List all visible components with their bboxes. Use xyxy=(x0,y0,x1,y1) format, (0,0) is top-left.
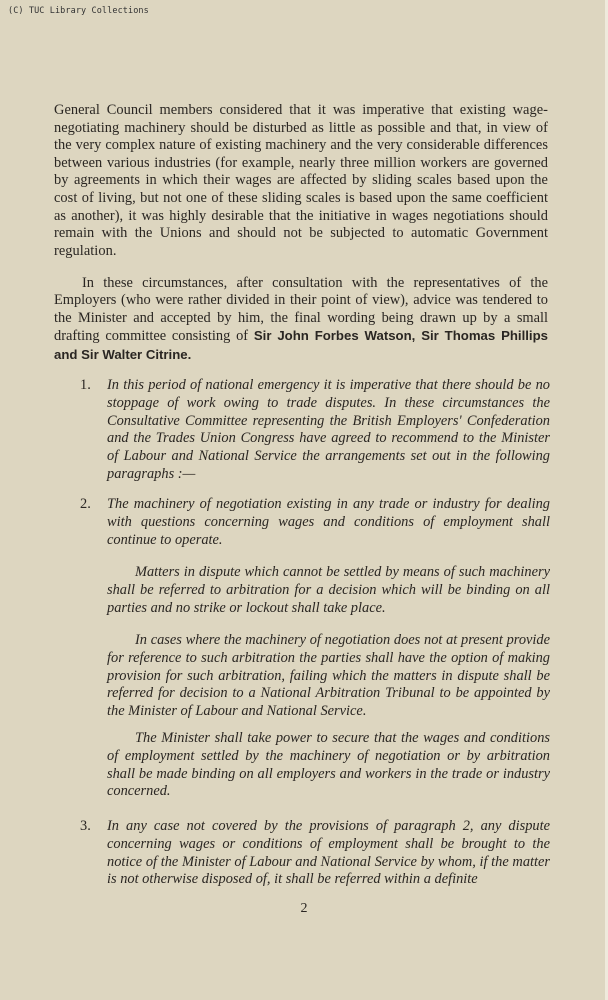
subparagraph-tribunal: In cases where the machinery of negotiation does not at present provide for reference to such arbitration the parties shall have the option of making provision for such arbitration, failing which the matters in dispute shall be referred for decision to a National Arbitration Tribunal to be appointed by the Minister of Labour and National Service. xyxy=(107,632,550,720)
paragraph-body: In this period of national emergency it is imperative that there should be no stoppage of work owing to trade disputes. In these circumstances the Consultative Committee representing the British Employers' Confederation and the Trades Union Congress have agreed to recommend to the Minister of Labour and National Service the arrangements set out in the following paragraphs :— xyxy=(107,377,550,482)
paragraph-circumstances xyxy=(54,275,548,364)
paragraph-circumstances-text: In these circumstances, after consultation with the representatives of the Employers (who were rather divided in their point of view), advice was tendered to the Minister and accepted by him, the final wording being drawn up by a small drafting committee consisting of xyxy=(54,275,548,345)
numbered-paragraph-2 xyxy=(80,496,550,549)
paragraph-body: The machinery of negotiation existing in any trade or industry for dealing with questions concerning wages and conditions of employment shall continue to operate. xyxy=(107,496,550,548)
numbered-paragraph-3 xyxy=(80,818,550,889)
paragraph-number: 2. xyxy=(80,496,91,512)
paragraph-intro: General Council members considered that it was imperative that existing wage-negotiating machinery should be disturbed as little as possible and that, in view of the very complex nature of existing machinery and the very considerable differences between various industries (for example, nearly three million workers are governed by agreements in which their wages are affected by sliding scales based upon the cost of living, but not one of these sliding scales is based upon the same coefficient as another), it was highly desirable that the initiative in wages negotiations should remain with the Unions and should not be subjected to automatic Government regulation. xyxy=(54,102,548,259)
numbered-paragraph-1 xyxy=(80,377,550,484)
paragraph-number: 3. xyxy=(80,818,91,834)
subparagraph-minister-power: The Minister shall take power to secure that the wages and conditions of employment settled by the machinery of negotiation or by arbitration shall be made binding on all employers and workers in the trade or industry concerned. xyxy=(107,730,550,800)
subparagraph-arbitration: Matters in dispute which cannot be settled by means of such machinery shall be referred to arbitration for a decision which will be binding on all parties and no strike or lockout shall take place. xyxy=(107,564,550,616)
paragraph-body: In any case not covered by the provisions of paragraph 2, any dispute concerning wages or conditions of employment shall be brought to the notice of the Minister of Labour and National Service by whom, if the matter is not otherwise disposed of, it shall be referred within a definite xyxy=(107,818,550,888)
page-number: 2 xyxy=(300,901,308,916)
paragraph-number: 1. xyxy=(80,377,91,393)
drafting-committee-names: Sir John Forbes Watson, Sir Thomas Phillips and Sir Walter Citrine. xyxy=(54,328,548,362)
copyright-watermark: (C) TUC Library Collections xyxy=(8,6,149,16)
